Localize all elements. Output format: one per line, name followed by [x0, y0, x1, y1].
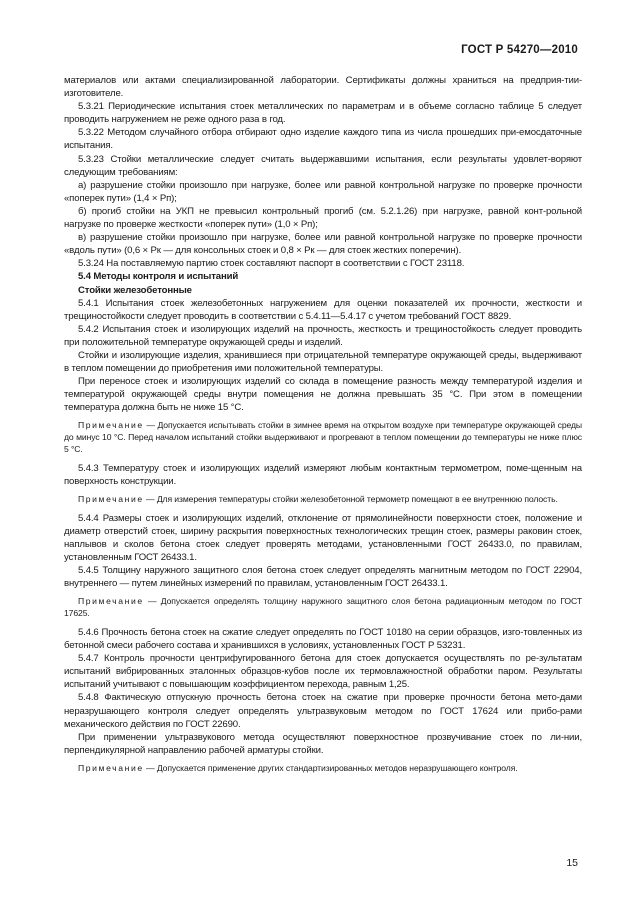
- note-text: — Для измерения температуры стойки железобетонной термометр помещают в ее внутреннюю полость.: [143, 494, 558, 505]
- note-text: — Допускается испытывать стойки в зимнее время на открытом воздухе при температуре окружающей среды до минус 10 °С. Перед началом испытаний стойки выдерживают и прогревают в теплом помещении до температуры не ниже плюс 5 °С.: [64, 420, 582, 455]
- page-number: 15: [566, 857, 578, 869]
- note-label: Примечание: [78, 494, 144, 505]
- paragraph: 5.3.24 На поставляемую партию стоек составляют паспорт в соответствии с ГОСТ 23118.: [78, 258, 465, 270]
- subsection-heading: Стойки железобетонные: [78, 284, 192, 296]
- list-item: б) прогиб стойки на УКП не превысил контрольный прогиб (см. 5.2.1.26) при нагрузке, равной конт-рольной нагрузке по проверке жесткости «поперек пути» (1,0 × Pп);: [64, 205, 582, 231]
- note: [64, 494, 582, 506]
- note: [64, 763, 582, 775]
- paragraph: 5.3.21 Периодические испытания стоек металлических по параметрам и в объеме согласно таблице 5 следует проводить нагружением не реже одного раза в год.: [64, 101, 582, 126]
- note: [64, 420, 582, 455]
- list-item: а) разрушение стойки произошло при нагрузке, более или равной контрольной нагрузке по проверке прочности «поперек пути» (1,4 × Pп);: [64, 179, 582, 204]
- paragraph: 5.4.3 Температуру стоек и изолирующих изделий измеряют любым контактным термометром, поме-щенным на поверхность конструкции.: [64, 462, 582, 487]
- note-text: — Допускается применение других стандартизированных методов неразрушающего контроля.: [143, 762, 518, 773]
- paragraph: При переносе стоек и изолирующих изделий со склада в помещение разность между температурой изделия и температурой окружающей среды внутри помещения не должна превышать 35 °С. При этом в помещении температура должна быть не ниже 15 °С.: [64, 376, 582, 414]
- section-heading: 5.4 Методы контроля и испытаний: [78, 271, 239, 283]
- paragraph: 5.3.22 Методом случайного отбора отбирают одно изделие каждого типа из числа прошедших при-емосдаточные испытания.: [64, 127, 582, 152]
- note-label: Примечание: [78, 762, 144, 773]
- note-label: Примечание: [78, 420, 144, 431]
- paragraph: 5.4.7 Контроль прочности центрифугированного бетона для стоек допускается осуществлять по ре-зультатам испытаний вибрированных эталонных образцов-кубов после их термовлажностной обработки паром. Результаты испытаний учитывают с повышающим коэффициентом перехода, равным 1,25.: [64, 653, 582, 691]
- paragraph: 5.4.2 Испытания стоек и изолирующих изделий на прочность, жесткость и трещиностойкость следует проводить при положительной температуре окружающей среды и изделий.: [64, 323, 582, 348]
- note: [64, 596, 582, 620]
- paragraph: материалов или актами специализированной лаборатории. Сертификаты должны храниться на предприя-тии-изготовителе.: [64, 75, 582, 100]
- paragraph: 5.4.4 Размеры стоек и изолирующих изделий, отклонение от прямолинейности поверхности стоек, положение и диаметр отверстий стоек, ширину раскрытия поверхностных технологических трещин стоек, размеры раковин стоек, наплывов и сколов бетона стоек следует проверять методами, установленными ГОСТ 26433.0, по правилам, установленным ГОСТ 26433.1.: [64, 512, 582, 564]
- document-header: ГОСТ Р 54270—2010: [461, 44, 578, 56]
- note-text: — Допускается определять толщину наружного защитного слоя бетона радиационным методом по ГОСТ 17625.: [64, 596, 582, 619]
- paragraph: 5.4.8 Фактическую отпускную прочность бетона стоек на сжатие при проверке прочности бетона мето-дами неразрушающего контроля следует определять ультразвуковым методом по ГОСТ 17624 или прибо-рами механического действия по ГОСТ 22690.: [64, 692, 582, 730]
- paragraph: 5.4.5 Толщину наружного защитного слоя бетона стоек следует определять магнитным методом по ГОСТ 22904, внутреннего — путем линейных измерений по правилам, установленным ГОСТ 26433.1.: [64, 565, 582, 590]
- paragraph: Стойки и изолирующие изделия, хранившиеся при отрицательной температуре окружающей среды, выдерживают в теплом помещении до приобретения ими положительной температуры.: [64, 349, 582, 375]
- note-label: Примечание: [78, 596, 144, 607]
- list-item: в) разрушение стойки произошло при нагрузке, более или равной контрольной нагрузке по проверке прочности «вдоль пути» (0,6 × Pк — для консольных стоек и 0,8 × Pк — для стоек жестких поперечин).: [64, 232, 582, 257]
- paragraph: При применении ультразвукового метода осуществляют поверхностное прозвучивание стоек по ли-нии, перпендикулярной направлению рабочей арматуры стойки.: [64, 731, 582, 756]
- document-body: [64, 74, 582, 781]
- paragraph: 5.4.1 Испытания стоек железобетонных нагружением для оценки показателей их прочности, жесткости и трещиностойкости следует проводить в соответствии с 5.4.11—5.4.17 с учетом требований ГОСТ 8829.: [64, 297, 582, 322]
- paragraph: 5.4.6 Прочность бетона стоек на сжатие следует определять по ГОСТ 10180 на серии образцов, изго-товленных из бетонной смеси рабочего состава и хранившихся в условиях, установленных ГОСТ Р 53231.: [64, 626, 582, 652]
- paragraph: 5.3.23 Стойки металлические следует считать выдержавшими испытания, если результаты удовлет-воряют следующим требованиям:: [64, 153, 582, 178]
